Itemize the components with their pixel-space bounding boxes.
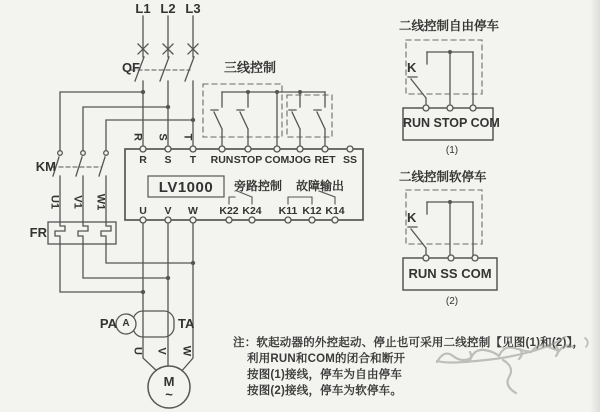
ammeter-symbol: A	[122, 318, 130, 329]
note-line-2: 利用RUN和COM的闭合和断开	[247, 353, 406, 365]
terminal-ret: RET	[314, 154, 336, 166]
rotated-u1: U1	[48, 194, 61, 210]
terminal-stop: STOP	[233, 154, 263, 166]
ct-label: TA	[178, 316, 195, 331]
free-stop-switch-k: K	[407, 60, 417, 75]
three-wire-buttons	[211, 90, 325, 146]
terminal-k14: K14	[325, 205, 345, 217]
terminal-w: W	[188, 205, 198, 217]
terminal-k11: K11	[278, 205, 298, 217]
rotated-w: W	[180, 345, 193, 357]
terminal-run: RUN	[210, 154, 234, 166]
rotated-r: R	[131, 133, 144, 141]
terminal-k24: K24	[242, 205, 262, 217]
supply-label-l1: L1	[135, 1, 151, 16]
breaker-label: QF	[121, 60, 140, 75]
rotated-u: U	[131, 347, 144, 355]
contactor-km-symbol	[52, 151, 108, 176]
rotated-w1: W1	[94, 193, 107, 211]
rotated-v1: V1	[71, 195, 84, 209]
supply-wires	[143, 16, 193, 57]
free-stop-terminals: RUN STOP COM	[403, 116, 500, 130]
note-line-3: 按图(1)接线，停车为自由停车	[247, 369, 403, 381]
rotated-t: T	[181, 133, 194, 141]
supply-label-l2: L2	[160, 1, 176, 16]
contactor-label: KM	[35, 159, 56, 174]
terminal-k22: K22	[219, 205, 239, 217]
terminal-s: S	[164, 154, 172, 166]
terminal-u: U	[139, 205, 147, 217]
terminal-jog: JOG	[288, 154, 312, 166]
soft-stop-switch-k: K	[407, 210, 417, 225]
three-wire-title: 三线控制	[224, 60, 277, 75]
fig1-label: (1)	[445, 145, 459, 156]
rotated-s: S	[156, 133, 169, 141]
terminal-r: R	[139, 154, 147, 166]
terminal-v: V	[164, 205, 172, 217]
soft-stop-title: 二线控制软停车	[399, 170, 487, 184]
terminal-ss: SS	[342, 154, 358, 166]
breaker-qf-symbol	[131, 57, 194, 81]
rotated-v: V	[155, 347, 168, 355]
note-line-4: 按图(2)接线，停车为软停车。	[247, 385, 403, 397]
relay-label: FR	[29, 225, 47, 240]
bypass-label: 旁路控制	[233, 179, 283, 193]
terminal-com: COM	[264, 154, 290, 166]
note-line-1: 注：软起动器的外控起动、停止也可采用二线控制【见图(1)和(2)】，	[233, 337, 585, 349]
ammeter-label: PA	[99, 316, 117, 331]
supply-label-l3: L3	[185, 1, 201, 16]
terminal-k12: K12	[302, 205, 322, 217]
model-label: LV1000	[158, 179, 214, 196]
terminal-t: T	[189, 154, 197, 166]
scan-edge-shading	[590, 0, 600, 412]
motor-wave: ~	[165, 387, 173, 402]
fig2-label: (2)	[445, 296, 459, 307]
soft-stop-terminals: RUN SS COM	[408, 266, 492, 281]
motor-m: M	[163, 374, 175, 389]
thermal-relay-fr-symbol	[48, 222, 116, 244]
fault-label: 故障输出	[295, 179, 345, 193]
free-stop-title: 二线控制自由停车	[399, 19, 500, 33]
